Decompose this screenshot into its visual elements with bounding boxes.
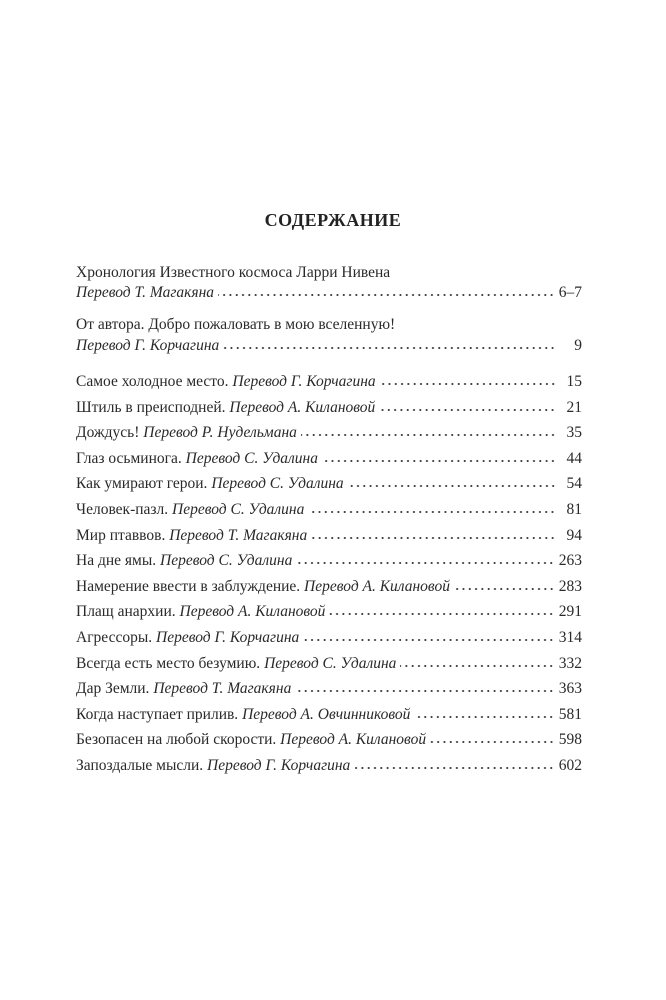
story-title: Штиль в преисподней. xyxy=(76,398,226,416)
translator: Перевод Г. Корчагина xyxy=(76,337,220,354)
page-number: 314 xyxy=(558,629,582,646)
story-title: Плащ анархии. xyxy=(76,603,176,621)
dot-leader xyxy=(400,664,554,668)
dot-leader xyxy=(303,638,554,642)
page-number: 291 xyxy=(558,603,582,621)
dot-leader xyxy=(329,612,554,616)
page-number: 54 xyxy=(566,475,582,493)
toc-entry[interactable] xyxy=(76,283,582,303)
translator: Перевод А. Килановой xyxy=(179,603,326,621)
translator: Перевод С. Удалина xyxy=(160,552,293,570)
story-title: Как умирают герои. xyxy=(76,475,208,493)
translator: Перевод А. Килановой xyxy=(280,731,427,749)
page-number: 44 xyxy=(566,449,582,467)
story-title: Человек-пазл. xyxy=(76,501,169,518)
toc-entry[interactable] xyxy=(76,474,582,494)
toc-entry-title: От автора. Добро пожаловать в мою вселенную! xyxy=(76,316,396,333)
page-number: 581 xyxy=(558,705,582,723)
story-title: Самое холодное место. xyxy=(76,373,229,390)
translator: Перевод Г. Корчагина xyxy=(207,757,351,774)
toc-entry[interactable] xyxy=(76,551,582,571)
toc-entry[interactable] xyxy=(76,705,582,725)
translator: Перевод Р. Нудельмана xyxy=(143,424,297,442)
page-number: 283 xyxy=(558,577,582,595)
story-title: Мир птаввов. xyxy=(76,526,166,544)
toc-entry-title: Хронология Известного космоса Ларри Нивена xyxy=(76,264,391,281)
story-title: Дар Земли. xyxy=(76,680,150,698)
dot-leader xyxy=(430,740,555,744)
toc-entry[interactable] xyxy=(76,679,582,699)
translator: Перевод С. Удалина xyxy=(211,475,344,493)
page-number: 363 xyxy=(558,680,582,698)
translator: Перевод Т. Магакяна xyxy=(76,284,215,301)
page-number: 35 xyxy=(566,424,582,442)
toc-entry[interactable] xyxy=(76,398,582,418)
translator: Перевод Г. Корчагина xyxy=(156,629,300,646)
page-number: 263 xyxy=(558,552,582,570)
story-title: Дождусь! xyxy=(76,424,140,442)
dot-leader xyxy=(308,510,556,514)
page-number: 94 xyxy=(566,526,582,544)
page-number: 21 xyxy=(566,398,582,416)
toc-entry[interactable] xyxy=(76,336,582,356)
story-title: На дне ямы. xyxy=(76,552,157,570)
page-number: 15 xyxy=(566,373,582,390)
toc-entry[interactable] xyxy=(76,756,582,776)
toc-entry[interactable] xyxy=(76,526,582,546)
page-number: 6–7 xyxy=(558,284,582,301)
dot-leader xyxy=(296,561,554,565)
translator: Перевод Т. Магакяна xyxy=(153,680,292,698)
translator: Перевод Т. Магакяна xyxy=(169,526,308,544)
dot-leader xyxy=(380,382,556,386)
story-title: Глаз осьминога. xyxy=(76,449,182,467)
translator: Перевод С. Удалина xyxy=(264,654,397,672)
translator: Перевод С. Удалина xyxy=(185,449,318,467)
translator: Перевод Г. Корчагина xyxy=(232,373,376,390)
translator: Перевод А. Килановой xyxy=(304,577,450,595)
toc-entry[interactable] xyxy=(76,449,582,469)
dot-leader xyxy=(379,408,556,412)
story-title: Когда наступает прилив. xyxy=(76,705,239,723)
toc-entry[interactable] xyxy=(76,577,582,597)
page-number: 81 xyxy=(566,501,582,518)
dot-leader xyxy=(414,715,554,719)
page-number: 598 xyxy=(558,731,582,749)
dot-leader xyxy=(218,293,555,297)
dot-leader xyxy=(322,459,556,463)
page-number: 332 xyxy=(558,654,582,672)
translator: Перевод С. Удалина xyxy=(172,501,305,518)
translator: Перевод А. Овчинниковой xyxy=(242,705,411,723)
dot-leader xyxy=(311,536,556,540)
dot-leader xyxy=(223,346,556,350)
story-title: Всегда есть место безумию. xyxy=(76,654,261,672)
dot-leader xyxy=(295,689,554,693)
toc-entry[interactable] xyxy=(76,654,582,674)
page-title: СОДЕРЖАНИЕ xyxy=(264,210,402,230)
story-title: Намерение ввести в заблуждение. xyxy=(76,577,301,595)
translator: Перевод А. Килановой xyxy=(229,398,376,416)
toc-entry[interactable] xyxy=(76,628,582,648)
dot-leader xyxy=(454,587,555,591)
dot-leader xyxy=(354,766,554,770)
toc-entry[interactable] xyxy=(76,730,582,750)
toc-entry[interactable] xyxy=(76,602,582,622)
story-title: Агрессоры. xyxy=(76,629,153,646)
toc-entry[interactable] xyxy=(76,500,582,520)
story-title: Запоздалые мысли. xyxy=(76,757,204,774)
dot-leader xyxy=(348,484,556,488)
story-title: Безопасен на любой скорости. xyxy=(76,731,277,749)
page-number: 9 xyxy=(574,337,582,354)
toc-entry[interactable] xyxy=(76,372,582,392)
page-number: 602 xyxy=(558,757,582,774)
toc-entry[interactable] xyxy=(76,423,582,443)
dot-leader xyxy=(301,433,556,437)
